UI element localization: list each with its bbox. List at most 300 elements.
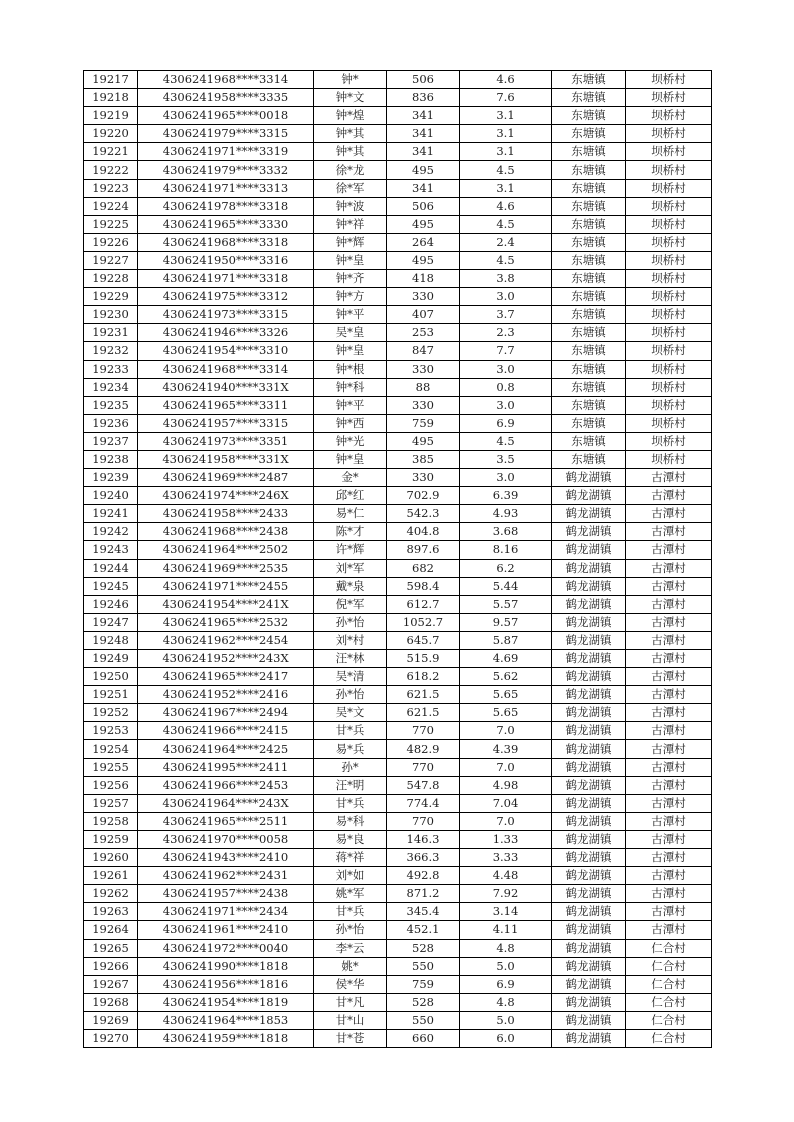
id-number-cell: 4306241968****3314 bbox=[138, 360, 314, 378]
person-name-cell: 甘*兵 bbox=[314, 722, 387, 740]
person-name-cell: 徐*龙 bbox=[314, 161, 387, 179]
row-number-cell: 19241 bbox=[84, 505, 138, 523]
row-number-cell: 19254 bbox=[84, 740, 138, 758]
quantity-cell: 3.7 bbox=[460, 306, 552, 324]
id-number-cell: 4306241956****1816 bbox=[138, 975, 314, 993]
amount-cell: 330 bbox=[387, 288, 460, 306]
town-cell: 东塘镇 bbox=[552, 251, 626, 269]
town-cell: 鹤龙湖镇 bbox=[552, 577, 626, 595]
village-cell: 坝桥村 bbox=[626, 306, 712, 324]
person-name-cell: 汪*林 bbox=[314, 650, 387, 668]
quantity-cell: 2.3 bbox=[460, 324, 552, 342]
id-number-cell: 4306241971****3319 bbox=[138, 143, 314, 161]
id-number-cell: 4306241962****2431 bbox=[138, 867, 314, 885]
person-name-cell: 钟*皇 bbox=[314, 342, 387, 360]
row-number-cell: 19260 bbox=[84, 849, 138, 867]
id-number-cell: 4306241958****2433 bbox=[138, 505, 314, 523]
id-number-cell: 4306241958****331X bbox=[138, 450, 314, 468]
table-row bbox=[84, 1011, 712, 1029]
person-name-cell: 钟* bbox=[314, 71, 387, 89]
town-cell: 鹤龙湖镇 bbox=[552, 776, 626, 794]
row-number-cell: 19228 bbox=[84, 270, 138, 288]
quantity-cell: 5.44 bbox=[460, 577, 552, 595]
id-number-cell: 4306241973****3315 bbox=[138, 306, 314, 324]
amount-cell: 88 bbox=[387, 378, 460, 396]
amount-cell: 770 bbox=[387, 812, 460, 830]
amount-cell: 542.3 bbox=[387, 505, 460, 523]
table-row bbox=[84, 939, 712, 957]
row-number-cell: 19259 bbox=[84, 830, 138, 848]
person-name-cell: 钟*波 bbox=[314, 197, 387, 215]
table-row bbox=[84, 71, 712, 89]
quantity-cell: 5.62 bbox=[460, 668, 552, 686]
amount-cell: 528 bbox=[387, 939, 460, 957]
village-cell: 古潭村 bbox=[626, 776, 712, 794]
table-row bbox=[84, 812, 712, 830]
amount-cell: 550 bbox=[387, 1011, 460, 1029]
amount-cell: 264 bbox=[387, 233, 460, 251]
row-number-cell: 19252 bbox=[84, 704, 138, 722]
row-number-cell: 19231 bbox=[84, 324, 138, 342]
row-number-cell: 19238 bbox=[84, 450, 138, 468]
village-cell: 古潭村 bbox=[626, 595, 712, 613]
amount-cell: 618.2 bbox=[387, 668, 460, 686]
town-cell: 鹤龙湖镇 bbox=[552, 758, 626, 776]
table-row bbox=[84, 613, 712, 631]
row-number-cell: 19240 bbox=[84, 487, 138, 505]
person-name-cell: 钟*方 bbox=[314, 288, 387, 306]
amount-cell: 482.9 bbox=[387, 740, 460, 758]
quantity-cell: 4.5 bbox=[460, 432, 552, 450]
id-number-cell: 4306241957****3315 bbox=[138, 414, 314, 432]
id-number-cell: 4306241950****3316 bbox=[138, 251, 314, 269]
village-cell: 古潭村 bbox=[626, 541, 712, 559]
quantity-cell: 3.33 bbox=[460, 849, 552, 867]
village-cell: 坝桥村 bbox=[626, 143, 712, 161]
id-number-cell: 4306241943****2410 bbox=[138, 849, 314, 867]
village-cell: 古潭村 bbox=[626, 668, 712, 686]
id-number-cell: 4306241968****2438 bbox=[138, 523, 314, 541]
records-table bbox=[83, 70, 712, 1048]
quantity-cell: 4.48 bbox=[460, 867, 552, 885]
table-row bbox=[84, 595, 712, 613]
id-number-cell: 4306241965****2532 bbox=[138, 613, 314, 631]
table-row bbox=[84, 975, 712, 993]
table-row bbox=[84, 324, 712, 342]
village-cell: 古潭村 bbox=[626, 758, 712, 776]
amount-cell: 770 bbox=[387, 758, 460, 776]
person-name-cell: 吴*清 bbox=[314, 668, 387, 686]
village-cell: 坝桥村 bbox=[626, 270, 712, 288]
town-cell: 鹤龙湖镇 bbox=[552, 631, 626, 649]
person-name-cell: 吴*文 bbox=[314, 704, 387, 722]
village-cell: 古潭村 bbox=[626, 559, 712, 577]
table-row bbox=[84, 704, 712, 722]
id-number-cell: 4306241967****2494 bbox=[138, 704, 314, 722]
table-row bbox=[84, 396, 712, 414]
person-name-cell: 金* bbox=[314, 469, 387, 487]
village-cell: 古潭村 bbox=[626, 469, 712, 487]
town-cell: 东塘镇 bbox=[552, 450, 626, 468]
village-cell: 古潭村 bbox=[626, 631, 712, 649]
row-number-cell: 19225 bbox=[84, 215, 138, 233]
table-row bbox=[84, 432, 712, 450]
person-name-cell: 钟*科 bbox=[314, 378, 387, 396]
id-number-cell: 4306241971****2455 bbox=[138, 577, 314, 595]
amount-cell: 836 bbox=[387, 89, 460, 107]
town-cell: 鹤龙湖镇 bbox=[552, 957, 626, 975]
row-number-cell: 19235 bbox=[84, 396, 138, 414]
row-number-cell: 19239 bbox=[84, 469, 138, 487]
table-row bbox=[84, 288, 712, 306]
village-cell: 仁合村 bbox=[626, 993, 712, 1011]
amount-cell: 341 bbox=[387, 107, 460, 125]
village-cell: 仁合村 bbox=[626, 957, 712, 975]
table-row bbox=[84, 577, 712, 595]
quantity-cell: 6.9 bbox=[460, 975, 552, 993]
quantity-cell: 3.0 bbox=[460, 360, 552, 378]
person-name-cell: 易*兵 bbox=[314, 740, 387, 758]
table-row bbox=[84, 270, 712, 288]
person-name-cell: 钟*皇 bbox=[314, 251, 387, 269]
village-cell: 古潭村 bbox=[626, 505, 712, 523]
town-cell: 东塘镇 bbox=[552, 179, 626, 197]
row-number-cell: 19263 bbox=[84, 903, 138, 921]
row-number-cell: 19224 bbox=[84, 197, 138, 215]
village-cell: 古潭村 bbox=[626, 794, 712, 812]
quantity-cell: 3.1 bbox=[460, 125, 552, 143]
id-number-cell: 4306241972****0040 bbox=[138, 939, 314, 957]
person-name-cell: 易*良 bbox=[314, 830, 387, 848]
table-row bbox=[84, 849, 712, 867]
id-number-cell: 4306241979****3315 bbox=[138, 125, 314, 143]
town-cell: 鹤龙湖镇 bbox=[552, 993, 626, 1011]
person-name-cell: 戴*泉 bbox=[314, 577, 387, 595]
town-cell: 东塘镇 bbox=[552, 197, 626, 215]
quantity-cell: 2.4 bbox=[460, 233, 552, 251]
village-cell: 仁合村 bbox=[626, 939, 712, 957]
quantity-cell: 3.0 bbox=[460, 469, 552, 487]
amount-cell: 341 bbox=[387, 125, 460, 143]
town-cell: 鹤龙湖镇 bbox=[552, 487, 626, 505]
id-number-cell: 4306241970****0058 bbox=[138, 830, 314, 848]
quantity-cell: 4.8 bbox=[460, 939, 552, 957]
town-cell: 鹤龙湖镇 bbox=[552, 975, 626, 993]
id-number-cell: 4306241971****3313 bbox=[138, 179, 314, 197]
town-cell: 东塘镇 bbox=[552, 378, 626, 396]
village-cell: 古潭村 bbox=[626, 830, 712, 848]
village-cell: 古潭村 bbox=[626, 903, 712, 921]
amount-cell: 492.8 bbox=[387, 867, 460, 885]
person-name-cell: 姚* bbox=[314, 957, 387, 975]
id-number-cell: 4306241940****331X bbox=[138, 378, 314, 396]
person-name-cell: 钟*祥 bbox=[314, 215, 387, 233]
row-number-cell: 19248 bbox=[84, 631, 138, 649]
town-cell: 东塘镇 bbox=[552, 107, 626, 125]
row-number-cell: 19218 bbox=[84, 89, 138, 107]
id-number-cell: 4306241966****2415 bbox=[138, 722, 314, 740]
id-number-cell: 4306241954****1819 bbox=[138, 993, 314, 1011]
person-name-cell: 钟*平 bbox=[314, 396, 387, 414]
village-cell: 坝桥村 bbox=[626, 324, 712, 342]
town-cell: 鹤龙湖镇 bbox=[552, 1011, 626, 1029]
id-number-cell: 4306241959****1818 bbox=[138, 1029, 314, 1047]
row-number-cell: 19220 bbox=[84, 125, 138, 143]
person-name-cell: 易*科 bbox=[314, 812, 387, 830]
id-number-cell: 4306241978****3318 bbox=[138, 197, 314, 215]
quantity-cell: 4.5 bbox=[460, 215, 552, 233]
table-row bbox=[84, 668, 712, 686]
row-number-cell: 19258 bbox=[84, 812, 138, 830]
amount-cell: 621.5 bbox=[387, 686, 460, 704]
id-number-cell: 4306241965****3311 bbox=[138, 396, 314, 414]
person-name-cell: 刘*如 bbox=[314, 867, 387, 885]
town-cell: 东塘镇 bbox=[552, 71, 626, 89]
village-cell: 坝桥村 bbox=[626, 414, 712, 432]
quantity-cell: 4.8 bbox=[460, 993, 552, 1011]
town-cell: 东塘镇 bbox=[552, 342, 626, 360]
id-number-cell: 4306241962****2454 bbox=[138, 631, 314, 649]
amount-cell: 345.4 bbox=[387, 903, 460, 921]
town-cell: 鹤龙湖镇 bbox=[552, 939, 626, 957]
amount-cell: 330 bbox=[387, 396, 460, 414]
amount-cell: 341 bbox=[387, 179, 460, 197]
row-number-cell: 19242 bbox=[84, 523, 138, 541]
row-number-cell: 19245 bbox=[84, 577, 138, 595]
row-number-cell: 19223 bbox=[84, 179, 138, 197]
person-name-cell: 倪*军 bbox=[314, 595, 387, 613]
id-number-cell: 4306241965****2511 bbox=[138, 812, 314, 830]
quantity-cell: 7.04 bbox=[460, 794, 552, 812]
table-row bbox=[84, 921, 712, 939]
person-name-cell: 钟*其 bbox=[314, 143, 387, 161]
village-cell: 仁合村 bbox=[626, 1011, 712, 1029]
village-cell: 古潭村 bbox=[626, 722, 712, 740]
row-number-cell: 19250 bbox=[84, 668, 138, 686]
town-cell: 东塘镇 bbox=[552, 89, 626, 107]
table-row bbox=[84, 414, 712, 432]
table-row bbox=[84, 686, 712, 704]
table-row bbox=[84, 450, 712, 468]
row-number-cell: 19217 bbox=[84, 71, 138, 89]
town-cell: 鹤龙湖镇 bbox=[552, 541, 626, 559]
table-row bbox=[84, 885, 712, 903]
row-number-cell: 19249 bbox=[84, 650, 138, 668]
person-name-cell: 侯*华 bbox=[314, 975, 387, 993]
quantity-cell: 6.2 bbox=[460, 559, 552, 577]
table-row bbox=[84, 179, 712, 197]
town-cell: 鹤龙湖镇 bbox=[552, 650, 626, 668]
table-row bbox=[84, 215, 712, 233]
village-cell: 古潭村 bbox=[626, 613, 712, 631]
town-cell: 鹤龙湖镇 bbox=[552, 1029, 626, 1047]
person-name-cell: 钟*齐 bbox=[314, 270, 387, 288]
table-row bbox=[84, 903, 712, 921]
quantity-cell: 6.0 bbox=[460, 1029, 552, 1047]
table-row bbox=[84, 161, 712, 179]
town-cell: 鹤龙湖镇 bbox=[552, 686, 626, 704]
id-number-cell: 4306241946****3326 bbox=[138, 324, 314, 342]
town-cell: 鹤龙湖镇 bbox=[552, 740, 626, 758]
village-cell: 坝桥村 bbox=[626, 71, 712, 89]
town-cell: 鹤龙湖镇 bbox=[552, 722, 626, 740]
amount-cell: 330 bbox=[387, 360, 460, 378]
id-number-cell: 4306241957****2438 bbox=[138, 885, 314, 903]
amount-cell: 385 bbox=[387, 450, 460, 468]
town-cell: 东塘镇 bbox=[552, 432, 626, 450]
table-row bbox=[84, 722, 712, 740]
quantity-cell: 9.57 bbox=[460, 613, 552, 631]
row-number-cell: 19246 bbox=[84, 595, 138, 613]
amount-cell: 598.4 bbox=[387, 577, 460, 595]
town-cell: 鹤龙湖镇 bbox=[552, 595, 626, 613]
table-row bbox=[84, 197, 712, 215]
amount-cell: 847 bbox=[387, 342, 460, 360]
village-cell: 仁合村 bbox=[626, 975, 712, 993]
person-name-cell: 钟*光 bbox=[314, 432, 387, 450]
village-cell: 坝桥村 bbox=[626, 89, 712, 107]
row-number-cell: 19226 bbox=[84, 233, 138, 251]
row-number-cell: 19243 bbox=[84, 541, 138, 559]
table-row bbox=[84, 378, 712, 396]
quantity-cell: 3.1 bbox=[460, 107, 552, 125]
village-cell: 坝桥村 bbox=[626, 125, 712, 143]
quantity-cell: 3.0 bbox=[460, 396, 552, 414]
village-cell: 古潭村 bbox=[626, 704, 712, 722]
village-cell: 古潭村 bbox=[626, 921, 712, 939]
village-cell: 古潭村 bbox=[626, 740, 712, 758]
table-row bbox=[84, 143, 712, 161]
amount-cell: 515.9 bbox=[387, 650, 460, 668]
table-row bbox=[84, 794, 712, 812]
row-number-cell: 19264 bbox=[84, 921, 138, 939]
village-cell: 坝桥村 bbox=[626, 450, 712, 468]
quantity-cell: 1.33 bbox=[460, 830, 552, 848]
id-number-cell: 4306241968****3318 bbox=[138, 233, 314, 251]
town-cell: 鹤龙湖镇 bbox=[552, 885, 626, 903]
quantity-cell: 5.57 bbox=[460, 595, 552, 613]
town-cell: 东塘镇 bbox=[552, 396, 626, 414]
village-cell: 坝桥村 bbox=[626, 360, 712, 378]
row-number-cell: 19257 bbox=[84, 794, 138, 812]
table-row bbox=[84, 650, 712, 668]
quantity-cell: 7.0 bbox=[460, 722, 552, 740]
person-name-cell: 汪*明 bbox=[314, 776, 387, 794]
person-name-cell: 姚*军 bbox=[314, 885, 387, 903]
id-number-cell: 4306241974****246X bbox=[138, 487, 314, 505]
town-cell: 鹤龙湖镇 bbox=[552, 469, 626, 487]
row-number-cell: 19244 bbox=[84, 559, 138, 577]
table-body bbox=[84, 71, 712, 1048]
id-number-cell: 4306241965****2417 bbox=[138, 668, 314, 686]
table-row bbox=[84, 306, 712, 324]
person-name-cell: 许*辉 bbox=[314, 541, 387, 559]
person-name-cell: 甘*凡 bbox=[314, 993, 387, 1011]
id-number-cell: 4306241964****2425 bbox=[138, 740, 314, 758]
village-cell: 坝桥村 bbox=[626, 396, 712, 414]
row-number-cell: 19251 bbox=[84, 686, 138, 704]
town-cell: 鹤龙湖镇 bbox=[552, 903, 626, 921]
table-row bbox=[84, 776, 712, 794]
quantity-cell: 3.5 bbox=[460, 450, 552, 468]
village-cell: 坝桥村 bbox=[626, 179, 712, 197]
table-row bbox=[84, 125, 712, 143]
amount-cell: 660 bbox=[387, 1029, 460, 1047]
town-cell: 鹤龙湖镇 bbox=[552, 830, 626, 848]
quantity-cell: 5.65 bbox=[460, 704, 552, 722]
row-number-cell: 19262 bbox=[84, 885, 138, 903]
id-number-cell: 4306241961****2410 bbox=[138, 921, 314, 939]
quantity-cell: 4.98 bbox=[460, 776, 552, 794]
row-number-cell: 19236 bbox=[84, 414, 138, 432]
person-name-cell: 刘*军 bbox=[314, 559, 387, 577]
amount-cell: 759 bbox=[387, 975, 460, 993]
person-name-cell: 蒋*祥 bbox=[314, 849, 387, 867]
town-cell: 东塘镇 bbox=[552, 233, 626, 251]
person-name-cell: 钟*辉 bbox=[314, 233, 387, 251]
town-cell: 鹤龙湖镇 bbox=[552, 849, 626, 867]
quantity-cell: 7.0 bbox=[460, 758, 552, 776]
town-cell: 鹤龙湖镇 bbox=[552, 613, 626, 631]
village-cell: 古潭村 bbox=[626, 867, 712, 885]
town-cell: 东塘镇 bbox=[552, 288, 626, 306]
row-number-cell: 19227 bbox=[84, 251, 138, 269]
village-cell: 仁合村 bbox=[626, 1029, 712, 1047]
village-cell: 古潭村 bbox=[626, 885, 712, 903]
amount-cell: 404.8 bbox=[387, 523, 460, 541]
town-cell: 东塘镇 bbox=[552, 270, 626, 288]
village-cell: 坝桥村 bbox=[626, 342, 712, 360]
quantity-cell: 7.6 bbox=[460, 89, 552, 107]
row-number-cell: 19265 bbox=[84, 939, 138, 957]
town-cell: 东塘镇 bbox=[552, 215, 626, 233]
amount-cell: 418 bbox=[387, 270, 460, 288]
id-number-cell: 4306241969****2535 bbox=[138, 559, 314, 577]
id-number-cell: 4306241971****3318 bbox=[138, 270, 314, 288]
quantity-cell: 4.93 bbox=[460, 505, 552, 523]
quantity-cell: 5.65 bbox=[460, 686, 552, 704]
row-number-cell: 19270 bbox=[84, 1029, 138, 1047]
person-name-cell: 孙*怡 bbox=[314, 921, 387, 939]
row-number-cell: 19234 bbox=[84, 378, 138, 396]
amount-cell: 495 bbox=[387, 215, 460, 233]
town-cell: 东塘镇 bbox=[552, 306, 626, 324]
amount-cell: 506 bbox=[387, 71, 460, 89]
village-cell: 坝桥村 bbox=[626, 107, 712, 125]
table-row bbox=[84, 107, 712, 125]
town-cell: 东塘镇 bbox=[552, 414, 626, 432]
quantity-cell: 8.16 bbox=[460, 541, 552, 559]
village-cell: 坝桥村 bbox=[626, 215, 712, 233]
person-name-cell: 钟*平 bbox=[314, 306, 387, 324]
row-number-cell: 19247 bbox=[84, 613, 138, 631]
amount-cell: 645.7 bbox=[387, 631, 460, 649]
id-number-cell: 4306241954****3310 bbox=[138, 342, 314, 360]
id-number-cell: 4306241964****243X bbox=[138, 794, 314, 812]
village-cell: 古潭村 bbox=[626, 686, 712, 704]
amount-cell: 495 bbox=[387, 161, 460, 179]
quantity-cell: 7.0 bbox=[460, 812, 552, 830]
person-name-cell: 李*云 bbox=[314, 939, 387, 957]
quantity-cell: 3.14 bbox=[460, 903, 552, 921]
row-number-cell: 19268 bbox=[84, 993, 138, 1011]
quantity-cell: 4.11 bbox=[460, 921, 552, 939]
person-name-cell: 甘*苍 bbox=[314, 1029, 387, 1047]
town-cell: 鹤龙湖镇 bbox=[552, 921, 626, 939]
table-row bbox=[84, 469, 712, 487]
quantity-cell: 4.5 bbox=[460, 161, 552, 179]
row-number-cell: 19222 bbox=[84, 161, 138, 179]
